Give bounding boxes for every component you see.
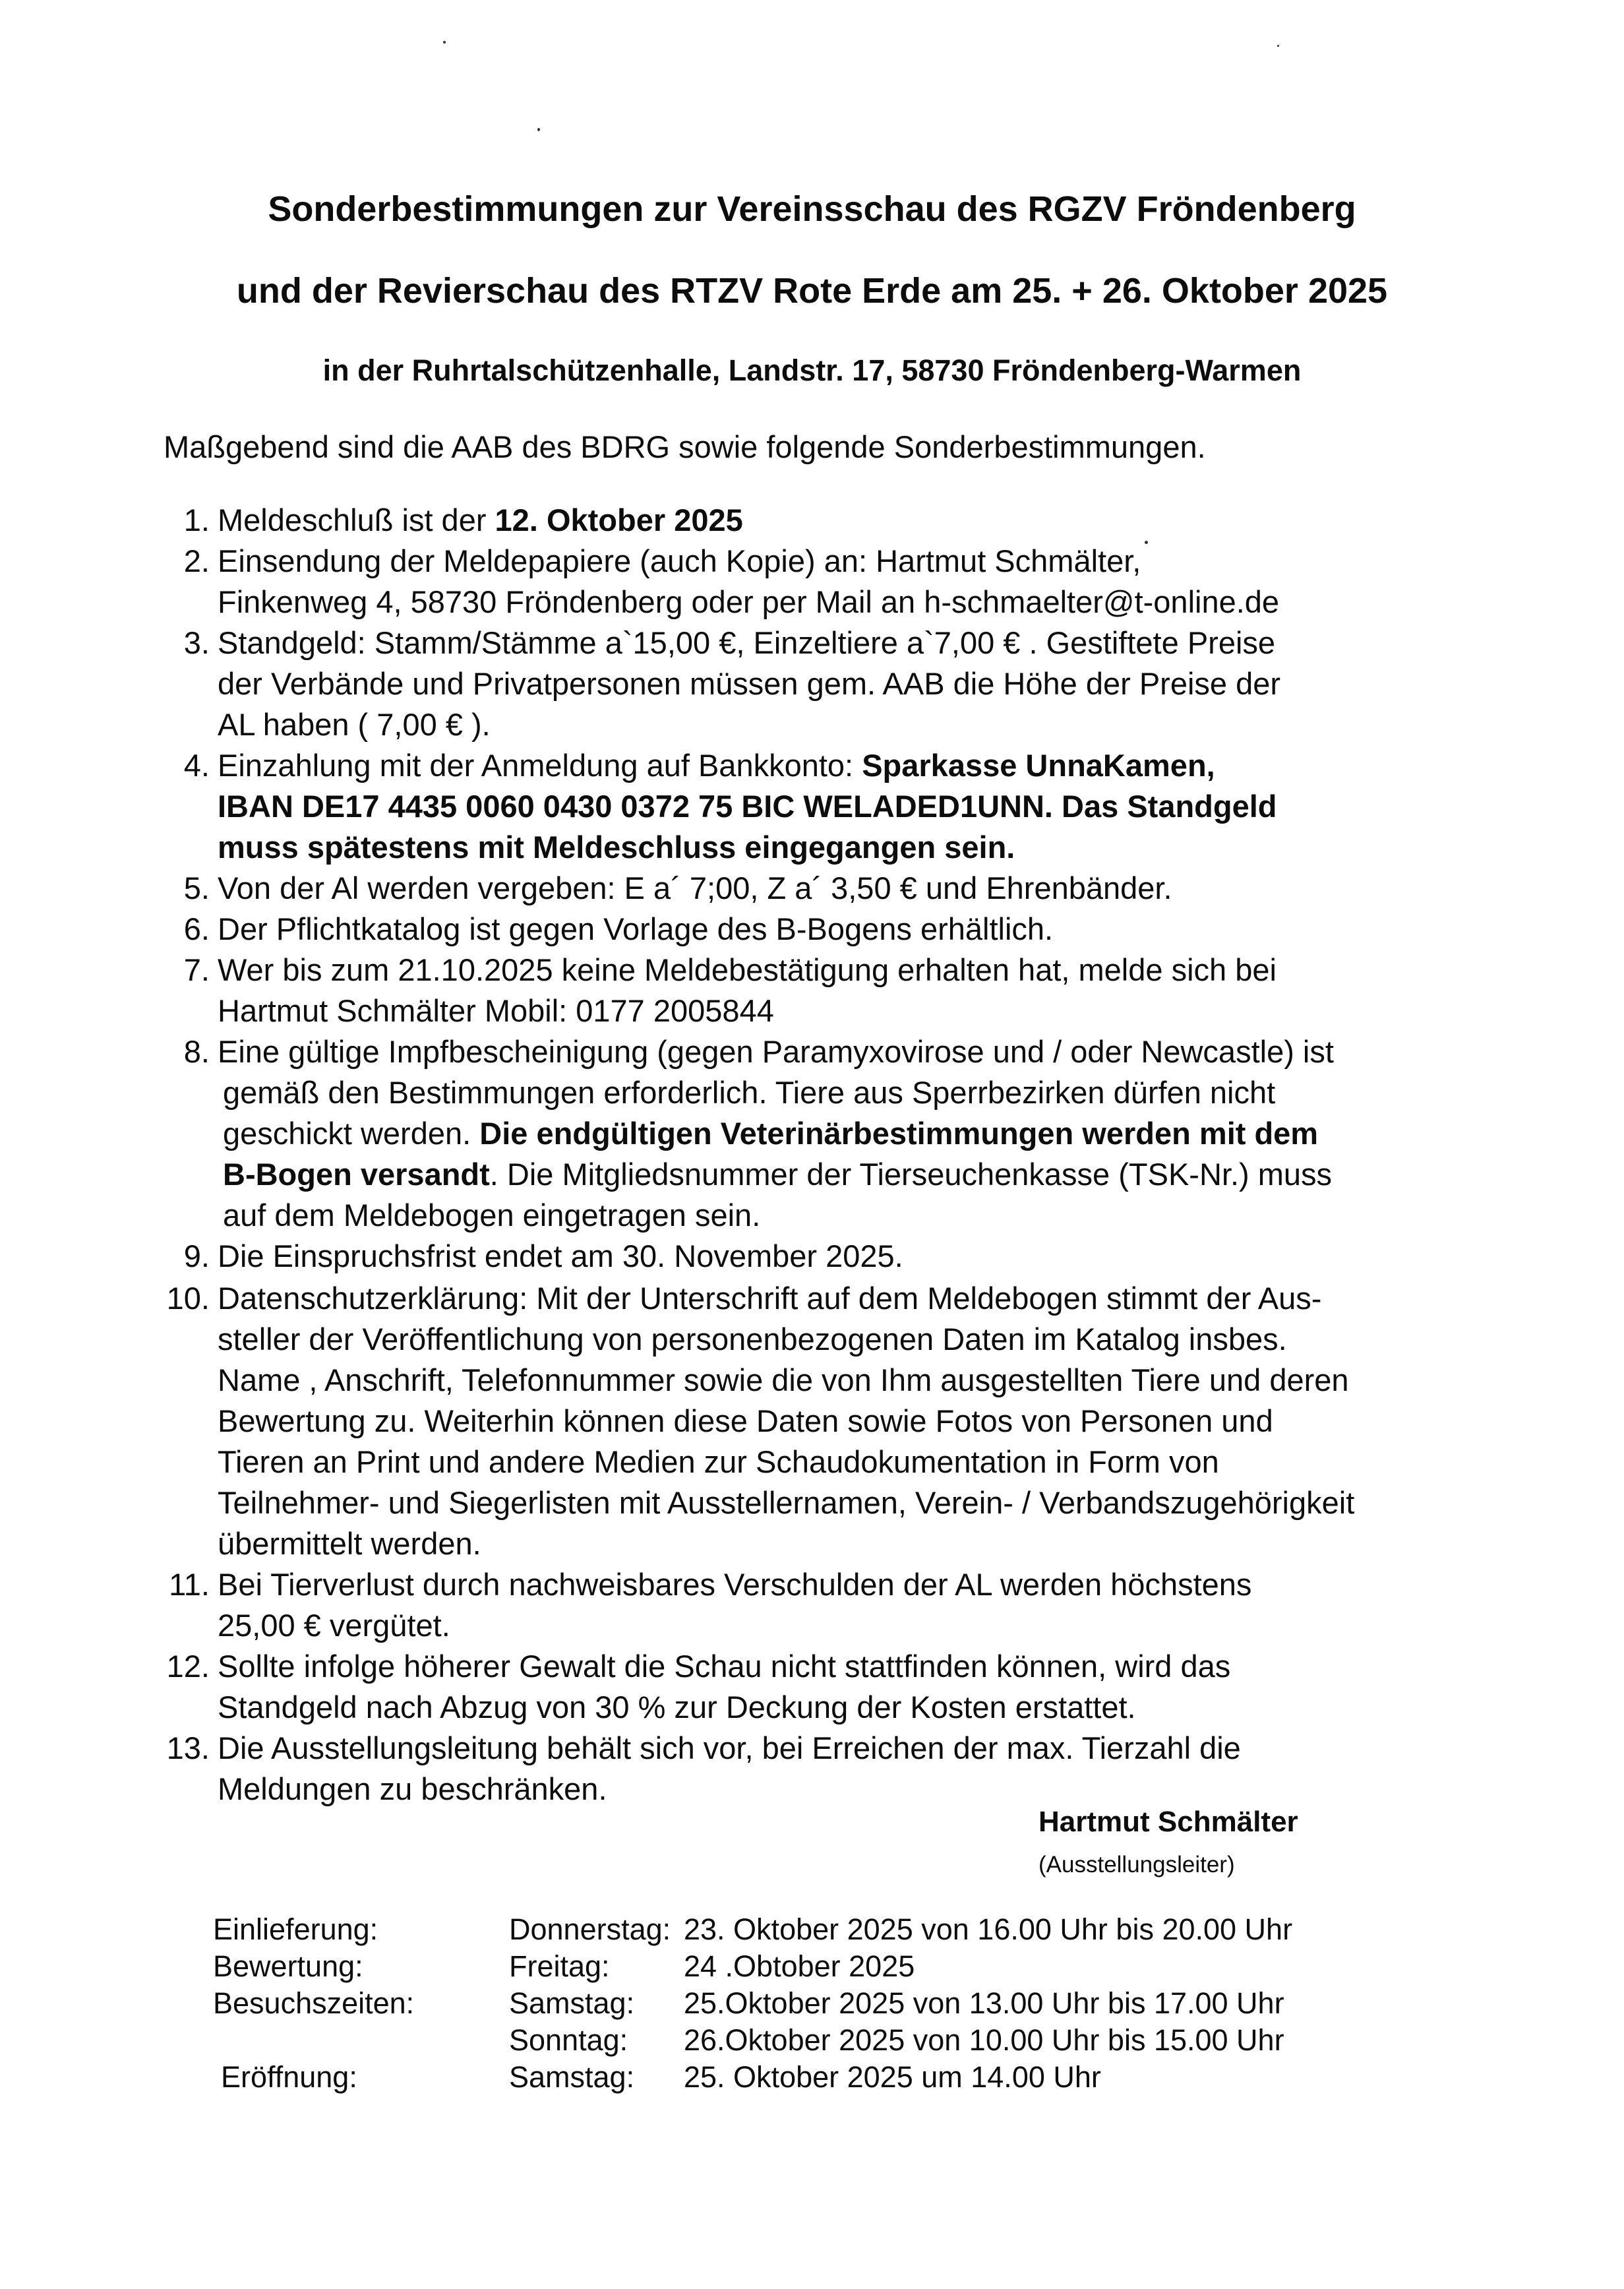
rule-text: Bei Tierverlust durch nachweisbares Verschulden der AL werden höchstens [218,1567,1252,1602]
schedule-day: Donnerstag: [509,1912,671,1946]
rule-text: Sollte infolge höherer Gewalt die Schau nicht stattfinden können, wird das [218,1649,1231,1684]
rule-line [218,1605,1509,1646]
rule-line [218,909,1509,950]
scan-speck [1277,45,1279,47]
rule-number: 4. [183,748,210,783]
rule-text: steller der Veröffentlichung von personenbezogenen Daten im Katalog insbes. [218,1322,1287,1357]
rule-line [218,704,1509,745]
rule-text: Name , Anschrift, Telefonnummer sowie die von Ihm ausgestellten Tiere und deren [218,1362,1349,1397]
rule-text: geschickt werden. [223,1116,480,1151]
rule-line [218,1564,1509,1605]
title-line-2: und der Revierschau des RTZV Rote Erde am 25. + 26. Oktober 2025 [236,271,1388,311]
intro-text: Maßgebend sind die AAB des BDRG sowie folgende Sonderbestimmungen. [164,429,1206,464]
rule-item [164,909,1509,950]
rule-line [218,991,1509,1031]
rule-line [218,500,1509,541]
schedule-label: Besuchszeiten: [213,1986,415,2020]
rule-item [164,868,1509,909]
rule-line [218,1646,1509,1687]
rule-item [164,1236,1509,1277]
rule-line [218,745,1509,786]
rule-line [218,1482,1509,1523]
schedule-time: 25. Oktober 2025 um 14.00 Uhr [684,2060,1101,2094]
rule-text: Einsendung der Meldepapiere (auch Kopie) an: Hartmut Schmälter, [218,543,1141,578]
rule-line [218,1113,1509,1154]
rule-number: 6. [183,911,210,946]
rule-text: Von der Al werden vergeben: E a´ 7;00, Z a´ 3,50 € und Ehrenbänder. [218,870,1172,905]
rule-line [218,1523,1509,1564]
rule-number: 7. [183,952,210,987]
rule-text: Standgeld nach Abzug von 30 % zur Deckung der Kosten erstattet. [218,1690,1136,1724]
rule-line [218,663,1509,704]
rule-item [164,1278,1509,1564]
rule-line [218,582,1509,623]
rule-text: 25,00 € vergütet. [218,1608,450,1643]
rule-text: auf dem Meldebogen eingetragen sein. [223,1198,761,1233]
signature-block [1038,1806,1298,1878]
rule-number: 3. [183,625,210,660]
rule-line [218,1154,1509,1195]
rule-text: Standgeld: Stamm/Stämme a`15,00 €, Einzeltiere a`7,00 € . Gestiftete Preise [218,625,1276,660]
rule-text: Datenschutzerklärung: Mit der Unterschrift auf dem Meldebogen stimmt der Aus- [218,1281,1322,1316]
schedule-day: Freitag: [509,1949,610,1983]
rules-list [164,500,1509,1810]
rule-number: 9. [183,1238,210,1273]
rule-line [218,950,1509,991]
rule-item [164,1646,1509,1728]
rule-text: Meldeschluß ist der [218,503,495,537]
rule-line [218,1031,1509,1072]
schedule-time: 25.Oktober 2025 von 13.00 Uhr bis 17.00 Uhr [684,1986,1284,2020]
rule-text: Wer bis zum 21.10.2025 keine Meldebestätigung erhalten hat, melde sich bei [218,952,1277,987]
rule-line [218,1687,1509,1728]
rule-text: Finkenweg 4, 58730 Fröndenberg oder per Mail an h-schmaelter@t-online.de [218,584,1280,619]
rule-text-bold: IBAN DE17 4435 0060 0430 0372 75 BIC WELADED1UNN. Das Standgeld [218,789,1277,824]
rule-text: der Verbände und Privatpersonen müssen gem. AAB die Höhe der Preise der [218,666,1281,701]
rule-line [218,1072,1509,1113]
rule-text-bold: B-Bogen versandt [223,1157,490,1192]
rule-item [164,541,1509,623]
rule-number: 12. [166,1649,210,1684]
rule-item [164,623,1509,745]
schedule-label: Eröffnung: [221,2060,357,2094]
schedule-time: 24 .Obtober 2025 [684,1949,915,1983]
rule-text: Meldungen zu beschränken. [218,1771,607,1806]
rule-line [218,1319,1509,1360]
schedule-day: Sonntag: [509,2023,628,2057]
rule-text: Der Pflichtkatalog ist gegen Vorlage des B-Bogens erhältlich. [218,911,1054,946]
rule-text-bold: 12. Oktober 2025 [495,503,743,537]
rule-line [218,786,1509,827]
rule-line [218,1442,1509,1482]
rule-number: 10. [166,1281,210,1316]
schedule-time: 23. Oktober 2025 von 16.00 Uhr bis 20.00 Uhr [684,1912,1293,1946]
rule-line [218,1236,1509,1277]
rule-text-bold: Sparkasse UnnaKamen, [862,748,1215,783]
rule-item [164,745,1509,868]
rule-line [218,1195,1509,1236]
rule-text: gemäß den Bestimmungen erforderlich. Tiere aus Sperrbezirken dürfen nicht [223,1075,1276,1110]
rule-line [218,868,1509,909]
signature-role: (Ausstellungsleiter) [1038,1852,1235,1877]
rule-text: Teilnehmer- und Siegerlisten mit Ausstellernamen, Verein- / Verbandszugehörigkeit [218,1485,1355,1520]
rule-text: übermittelt werden. [218,1526,481,1561]
rule-text: Hartmut Schmälter Mobil: 0177 2005844 [218,993,774,1028]
signature-name: Hartmut Schmälter [1038,1806,1298,1838]
rule-number: 8. [183,1034,210,1069]
title-line-1: Sonderbestimmungen zur Vereinsschau des RGZV Fröndenberg [268,189,1356,229]
rule-text: . Die Mitgliedsnummer der Tierseuchenkasse (TSK-Nr.) muss [489,1157,1332,1192]
schedule-label: Einlieferung: [213,1912,378,1946]
rule-item [164,1031,1509,1236]
rule-text: Die Einspruchsfrist endet am 30. November 2025. [218,1238,903,1273]
rule-text: AL haben ( 7,00 € ). [218,707,491,742]
rule-number: 13. [166,1730,210,1765]
schedule-time: 26.Oktober 2025 von 10.00 Uhr bis 15.00 Uhr [684,2023,1284,2057]
rule-line [218,541,1509,582]
rule-number: 5. [183,870,210,905]
scan-speck [537,128,540,131]
rule-number: 11. [169,1567,210,1602]
rule-item [164,1564,1509,1646]
rule-item [164,950,1509,1031]
rule-item [164,1728,1509,1810]
rule-text: Tieren an Print und andere Medien zur Schaudokumentation in Form von [218,1444,1219,1479]
rule-number: 1. [183,503,210,537]
rule-line [218,623,1509,663]
schedule-day: Samstag: [509,2060,635,2094]
rule-line [218,1728,1509,1769]
rule-line [218,1278,1509,1319]
rule-text: Die Ausstellungsleitung behält sich vor, bei Erreichen der max. Tierzahl die [218,1730,1241,1765]
venue-line: in der Ruhrtalschützenhalle, Landstr. 17, 58730 Fröndenberg-Warmen [322,353,1302,387]
rule-line [218,1401,1509,1442]
rule-text: Bewertung zu. Weiterhin können diese Daten sowie Fotos von Personen und [218,1403,1273,1438]
rule-line [218,1360,1509,1401]
schedule-label: Bewertung: [213,1949,363,1983]
rule-text: Einzahlung mit der Anmeldung auf Bankkonto: [218,748,862,783]
rule-line [218,1769,1509,1810]
scan-speck [443,41,446,44]
rule-number: 2. [183,543,210,578]
rule-text-bold: muss spätestens mit Meldeschluss eingegangen sein. [218,830,1015,865]
schedule-day: Samstag: [509,1986,635,2020]
rule-text-bold: Die endgültigen Veterinärbestimmungen werden mit dem [479,1116,1319,1151]
scan-speck [1145,541,1148,544]
rule-item [164,500,1509,541]
rule-text: Eine gültige Impfbescheinigung (gegen Paramyxovirose und / oder Newcastle) ist [218,1034,1334,1069]
rule-line [218,827,1509,868]
